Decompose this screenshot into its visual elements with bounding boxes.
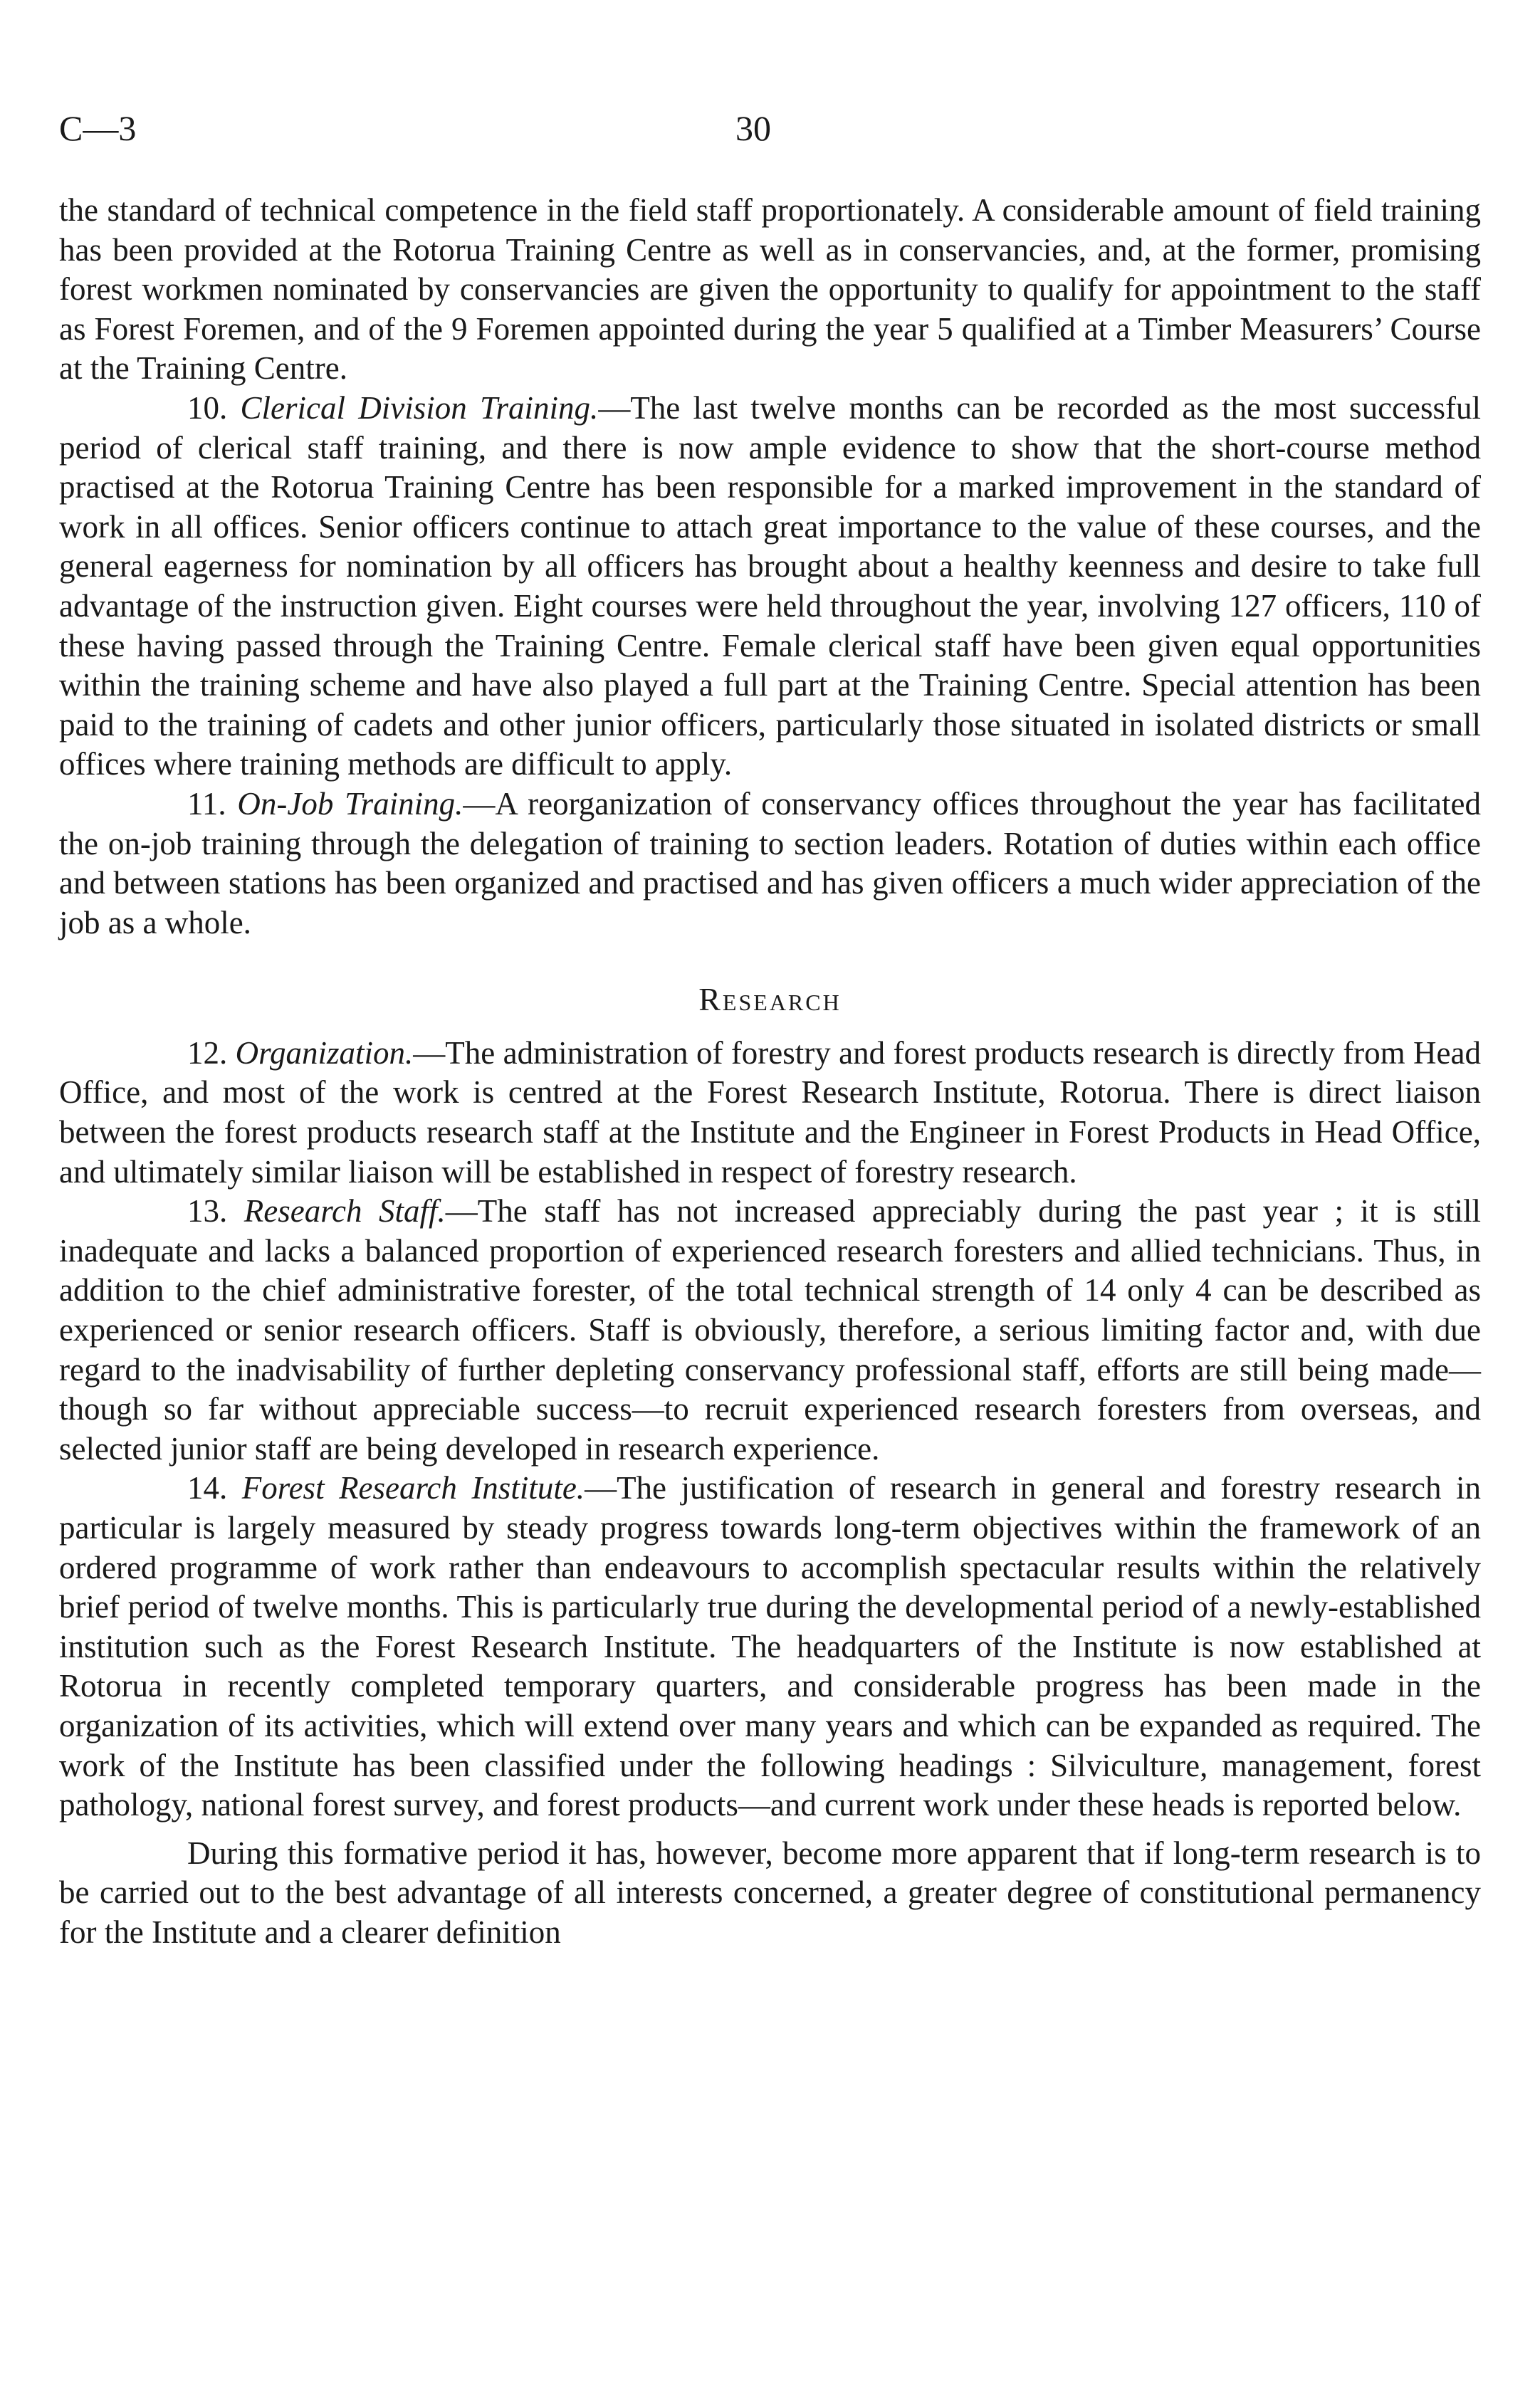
- paragraph-heading: Forest Research Institute.: [241, 1470, 585, 1506]
- paragraph-text: —The justification of research in general and forestry research in particular is largely measured by steady progress towards long-term objectives within the framework of an ordered programme of work rather than endeavours to accomplish spectacular results within the relatively brief period of twelve months. This is particularly true during the developmental period of a newly-established institution such as the Forest Research Institute. The headquarters of the Institute is now established at Rotorua in recently completed temporary quarters, and considerable progress has been made in the organization of its activities, which will extend over many years and which can be expanded as required. The work of the Institute has been classified under the following headings : Silviculture, management, forest pathology, national forest survey, and forest products—and current work under these heads is reported below.: [59, 1470, 1482, 1823]
- paragraph-text: —A reorganization of conservancy offices throughout the year has facilitated the on-job training through the delegation of training to section leaders. Rotation of duties within each office and between stations has been organized and practised and has given officers a much wider appreciation of the job as a whole.: [59, 785, 1482, 940]
- paragraph-formative-period: [59, 1834, 1481, 1953]
- paragraph-text: the standard of technical competence in the field staff proportionately. A considerable amount of field training has been provided at the Rotorua Training Centre as well as in conservancies, and, at the former, promising forest workmen nominated by conservancies are given the opportunity to qualify for appointment to the staff as Forest Foremen, and of the 9 Foremen appointed during the year 5 qualified at a Timber Measurers’ Course at the Training Centre.: [59, 192, 1481, 387]
- paragraph-heading: Organization.: [235, 1034, 414, 1071]
- paragraph-number: 14.: [187, 1470, 228, 1506]
- section-heading-research: Research: [698, 981, 842, 1018]
- paragraph-continuation: [59, 191, 1481, 389]
- paragraph-on-job-training: [59, 785, 1481, 943]
- paragraph-text: —The staff has not increased appreciably during the past year ; it is still inadequate and lacks a balanced proportion of experienced research foresters and allied technicians. Thus, in addition to the chief administrative forester, of the total technical strength of 14 only 4 can be described as experienced or senior research officers. Staff is obviously, therefore, a serious limiting factor and, with due regard to the inadvisability of further depleting conservancy professional staff, efforts are still being made—though so far without appreciable success—to recruit experienced research foresters from overseas, and selected junior staff are being developed in research experience.: [59, 1193, 1481, 1467]
- paragraph-clerical-division-training: [59, 389, 1481, 785]
- paragraph-research-staff: [59, 1192, 1481, 1469]
- paragraph-text: —The last twelve months can be recorded as the most successful period of clerical staff training, and there is now ample evidence to show that the short-course method practised at the Rotorua Training Centre has been responsible for a marked improvement in the standard of work in all offices. Senior officers continue to attach great importance to the value of these courses, and the general eagerness for nomination by all officers has brought about a healthy keenness and desire to take full advantage of the instruction given. Eight courses were held throughout the year, involving 127 officers, 110 of these having passed through the Training Centre. Female clerical staff have been given equal opportunities within the training scheme and have also played a full part at the Training Centre. Special attention has been paid to the training of cadets and other junior officers, particularly those situated in isolated districts or small offices where training methods are difficult to apply.: [59, 389, 1481, 782]
- paragraph-forest-research-institute: [59, 1469, 1481, 1825]
- page-header: [59, 107, 1481, 150]
- paragraph-number: 12.: [187, 1034, 228, 1071]
- paragraph-number: 11.: [187, 785, 226, 822]
- document-reference: C—3: [59, 108, 137, 148]
- paragraph-text: During this formative period it has, however, become more apparent that if long-term research is to be carried out to the best advantage of all interests concerned, a greater degree of constitutional permanency for the Institute and a clearer definition: [59, 1835, 1481, 1950]
- paragraph-number: 13.: [187, 1193, 228, 1229]
- paragraph-organization: [59, 1034, 1481, 1192]
- body-text: [59, 191, 1481, 1953]
- paragraph-number: 10.: [187, 389, 228, 426]
- paragraph-heading: On-Job Training.: [237, 785, 463, 822]
- paragraph-heading: Research Staff.: [243, 1193, 446, 1229]
- page-number: 30: [735, 108, 771, 148]
- paragraph-heading: Clerical Division Training.: [240, 389, 599, 426]
- paragraph-text: —The administration of forestry and forest products research is directly from Head Office, and most of the work is centred at the Forest Research Institute, Rotorua. There is direct liaison between the forest products research staff at the Institute and the Engineer in Forest Products in Head Office, and ultimately similar liaison will be established in respect of forestry research.: [59, 1034, 1482, 1190]
